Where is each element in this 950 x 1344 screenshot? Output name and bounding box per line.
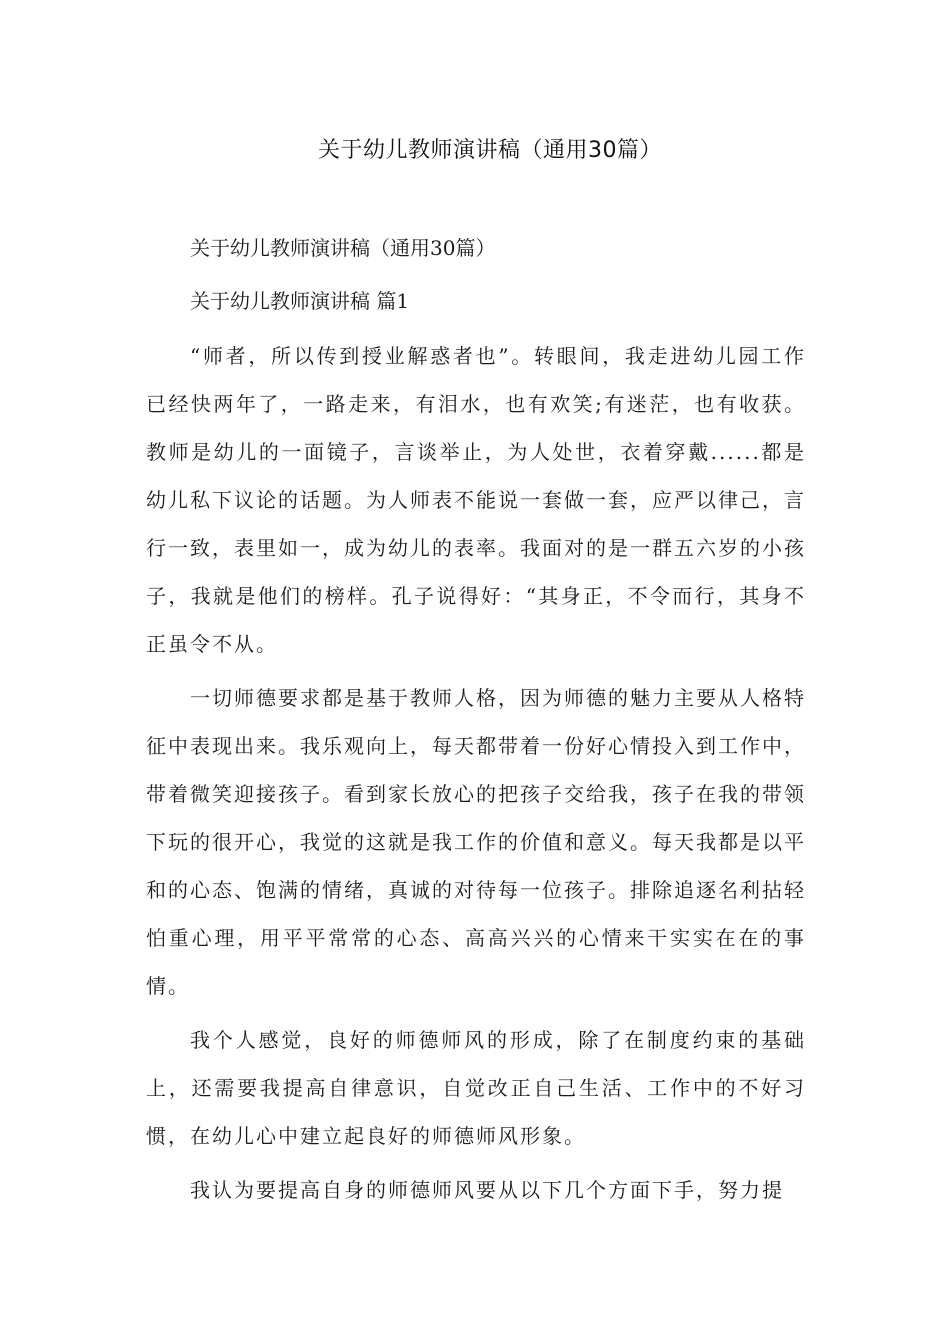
document-subtitle: 关于幼儿教师演讲稿（通用30篇） [190, 236, 496, 260]
paragraph: 我认为要提高自身的师德师风要从以下几个方面下手，努力提 [190, 1178, 784, 1202]
document-body [146, 332, 806, 1220]
paragraph: 一切师德要求都是基于教师人格，因为师德的魅力主要从人格特征中表现出来。我乐观向上，每天都带着一份好心情投入到工作中，带着微笑迎接孩子。看到家长放心的把孩子交给我，孩子在我的带领下玩的很开心，我觉的这就是我工作的价值和意义。每天我都是以平和的心态、饱满的情绪，真诚的对待每一位孩子。排除追逐名利拈轻怕重心理，用平平常常的心态、高高兴兴的心情来干实实在在的事情。 [146, 686, 806, 998]
section-heading: 关于幼儿教师演讲稿 篇1 [190, 289, 410, 313]
paragraph: 我个人感觉，良好的师德师风的形成，除了在制度约束的基础上，还需要我提高自律意识，自觉改正自己生活、工作中的不好习惯，在幼儿心中建立起良好的师德师风形象。 [146, 1028, 806, 1148]
document-title: 关于幼儿教师演讲稿（通用30篇） [318, 138, 662, 163]
paragraph: “师者，所以传到授业解惑者也”。转眼间，我走进幼儿园工作已经快两年了，一路走来，有泪水，也有欢笑;有迷茫，也有收获。教师是幼儿的一面镜子，言谈举止，为人处世，衣着穿戴......都是幼儿私下议论的话题。为人师表不能说一套做一套，应严以律己，言行一致，表里如一，成为幼儿的表率。我面对的是一群五六岁的小孩子，我就是他们的榜样。孔子说得好：“其身正，不令而行，其身不正虽令不从。 [146, 344, 806, 656]
